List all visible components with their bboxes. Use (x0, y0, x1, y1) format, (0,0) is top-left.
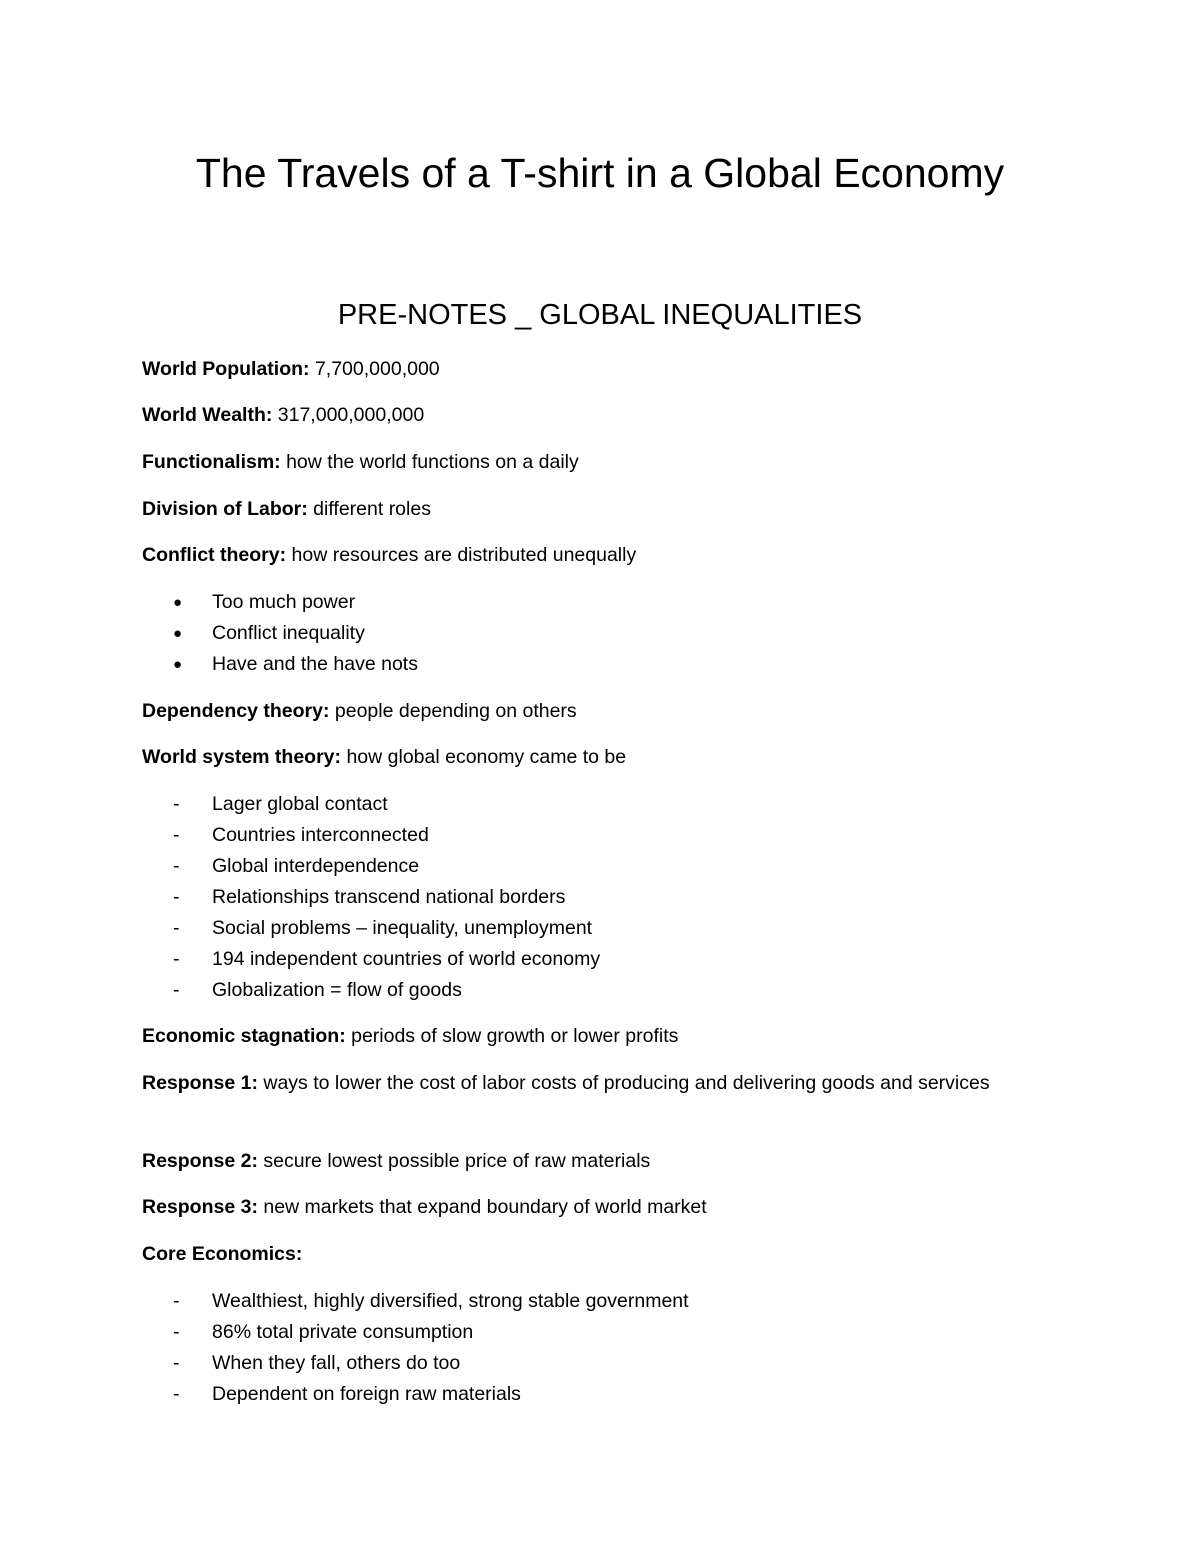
bullet-marker: ● (173, 625, 183, 642)
entry-term: Conflict theory: (142, 544, 287, 566)
list-item: Dependent on foreign raw materials (212, 1383, 521, 1405)
dash-marker: - (173, 1352, 180, 1374)
entry-term: World Population: (142, 358, 310, 380)
dash-marker: - (173, 1290, 180, 1312)
list-item: Lager global contact (212, 793, 388, 815)
entry-term: Core Economics: (142, 1243, 303, 1265)
entry-text: 317,000,000,000 (272, 404, 425, 426)
dash-marker: - (173, 917, 180, 939)
dash-marker: - (173, 1383, 180, 1405)
entry-text: people depending on others (329, 700, 577, 722)
entry-text: 7,700,000,000 (309, 358, 440, 380)
list-item: Relationships transcend national borders (212, 886, 566, 908)
dash-marker: - (173, 979, 180, 1001)
dash-marker: - (173, 793, 180, 815)
list-item: Wealthiest, highly diversified, strong stable government (212, 1290, 689, 1312)
entry-term: Response 3: (142, 1196, 258, 1218)
entry-conflict-theory (142, 540, 1022, 571)
entry-text: different roles (307, 498, 431, 520)
entry-term: Response 2: (142, 1150, 258, 1172)
bullet-marker: ● (173, 656, 183, 673)
list-item: Social problems – inequality, unemployment (212, 917, 593, 939)
dash-marker: - (173, 824, 180, 846)
list-item: Globalization = flow of goods (212, 979, 462, 1001)
dash-marker: - (173, 886, 180, 908)
list-item: Countries interconnected (212, 824, 429, 846)
entry-world-population (142, 354, 1022, 385)
entry-term: Division of Labor: (142, 498, 308, 520)
entry-world-system-theory (142, 742, 1022, 773)
dash-marker: - (173, 948, 180, 970)
entry-response-3 (142, 1192, 1022, 1223)
dash-marker: - (173, 1321, 180, 1343)
entry-text: how global economy came to be (341, 746, 627, 768)
entry-text: secure lowest possible price of raw materials (257, 1150, 651, 1172)
entry-term: Dependency theory: (142, 700, 330, 722)
entry-functionalism (142, 447, 1022, 478)
entry-dependency-theory (142, 696, 1022, 727)
entry-term: World Wealth: (142, 404, 273, 426)
entry-division-of-labor (142, 494, 1022, 525)
list-item: Global interdependence (212, 855, 420, 877)
entry-term: Economic stagnation: (142, 1025, 346, 1047)
document-title: The Travels of a T-shirt in a Global Economy (195, 150, 1005, 196)
entry-response-2 (142, 1146, 1022, 1177)
entry-world-wealth (142, 400, 1022, 431)
entry-response-1 (142, 1068, 1022, 1099)
entry-economic-stagnation (142, 1021, 1022, 1052)
entry-term: Response 1: (142, 1072, 258, 1094)
bullet-marker: ● (173, 594, 183, 611)
entry-text: periods of slow growth or lower profits (345, 1025, 679, 1047)
list-item: Too much power (212, 591, 356, 613)
entry-core-economics (142, 1239, 1022, 1270)
entry-text: how resources are distributed unequally (286, 544, 637, 566)
entry-text: new markets that expand boundary of world market (257, 1196, 707, 1218)
list-item: 194 independent countries of world economy (212, 948, 601, 970)
entry-text: how the world functions on a daily (280, 451, 579, 473)
list-item: Conflict inequality (212, 622, 365, 644)
document-subtitle: PRE-NOTES _ GLOBAL INEQUALITIES (337, 299, 863, 331)
list-item: When they fall, others do too (212, 1352, 461, 1374)
entry-term: Functionalism: (142, 451, 281, 473)
entry-text: ways to lower the cost of labor costs of producing and delivering goods and services (257, 1072, 990, 1094)
entry-term: World system theory: (142, 746, 342, 768)
dash-marker: - (173, 855, 180, 877)
list-item: 86% total private consumption (212, 1321, 474, 1343)
list-item: Have and the have nots (212, 653, 418, 675)
